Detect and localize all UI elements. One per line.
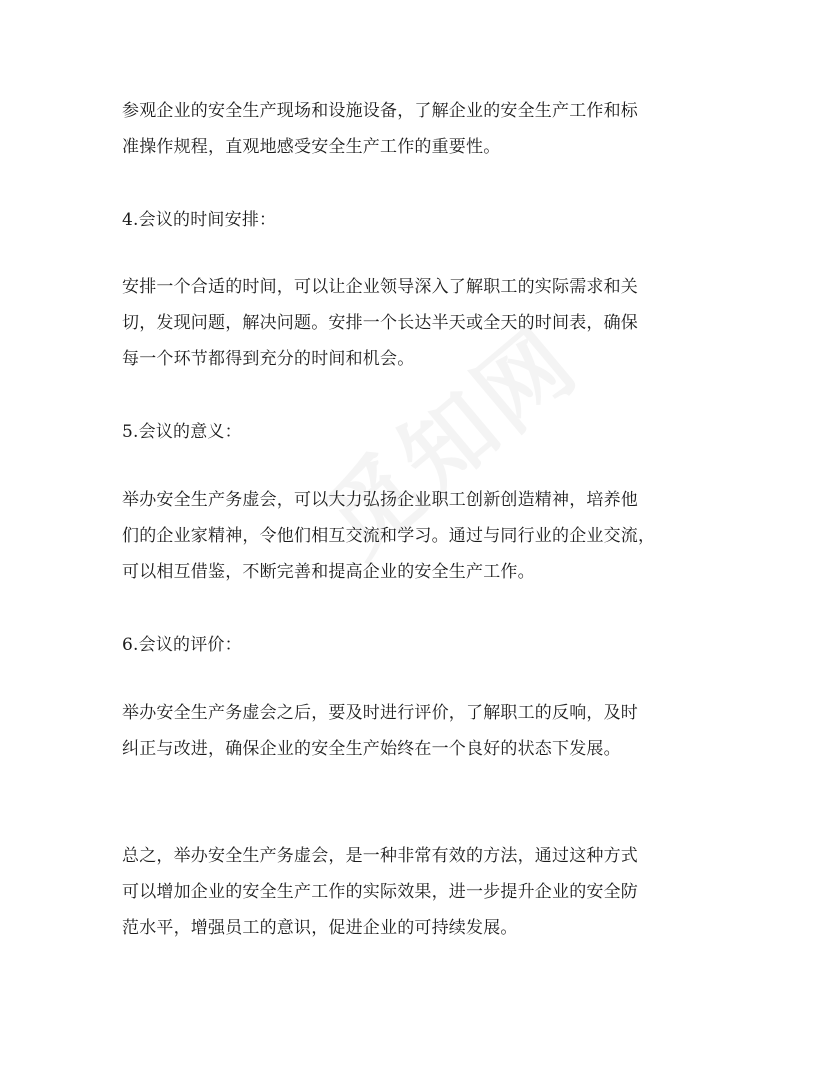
paragraph-line: 可以增加企业的安全生产工作的实际效果，进一步提升企业的安全防 xyxy=(122,882,638,902)
section-heading: 4.会议的时间安排： xyxy=(122,210,277,230)
section-heading: 6.会议的评价： xyxy=(122,635,242,655)
paragraph-line: 每一个环节都得到充分的时间和机会。 xyxy=(122,349,415,369)
paragraph-line: 举办安全生产务虚会之后，要及时进行评价，了解职工的反响，及时 xyxy=(122,703,638,723)
paragraph-line: 们的企业家精神，令他们相互交流和学习。通过与同行业的企业交流， xyxy=(122,526,656,546)
paragraph-line: 范水平，增强员工的意识，促进企业的可持续发展。 xyxy=(122,918,518,938)
paragraph-line: 可以相互借鉴，不断完善和提高企业的安全生产工作。 xyxy=(122,562,535,582)
section-heading: 5.会议的意义： xyxy=(122,422,242,442)
paragraph-line: 纠正与改进，确保企业的安全生产始终在一个良好的状态下发展。 xyxy=(122,739,621,759)
paragraph-line: 总之，举办安全生产务虚会，是一种非常有效的方法，通过这种方式 xyxy=(122,846,638,866)
paragraph-line: 切，发现问题，解决问题。安排一个长达半天或全天的时间表，确保 xyxy=(122,313,638,333)
paragraph-line: 举办安全生产务虚会，可以大力弘扬企业职工创新创造精神，培养他 xyxy=(122,490,638,510)
paragraph-line: 安排一个合适的时间，可以让企业领导深入了解职工的实际需求和关 xyxy=(122,277,638,297)
paragraph-line: 参观企业的安全生产现场和设施设备，了解企业的安全生产工作和标 xyxy=(122,101,638,121)
paragraph-line: 准操作规程，直观地感受安全生产工作的重要性。 xyxy=(122,137,501,157)
